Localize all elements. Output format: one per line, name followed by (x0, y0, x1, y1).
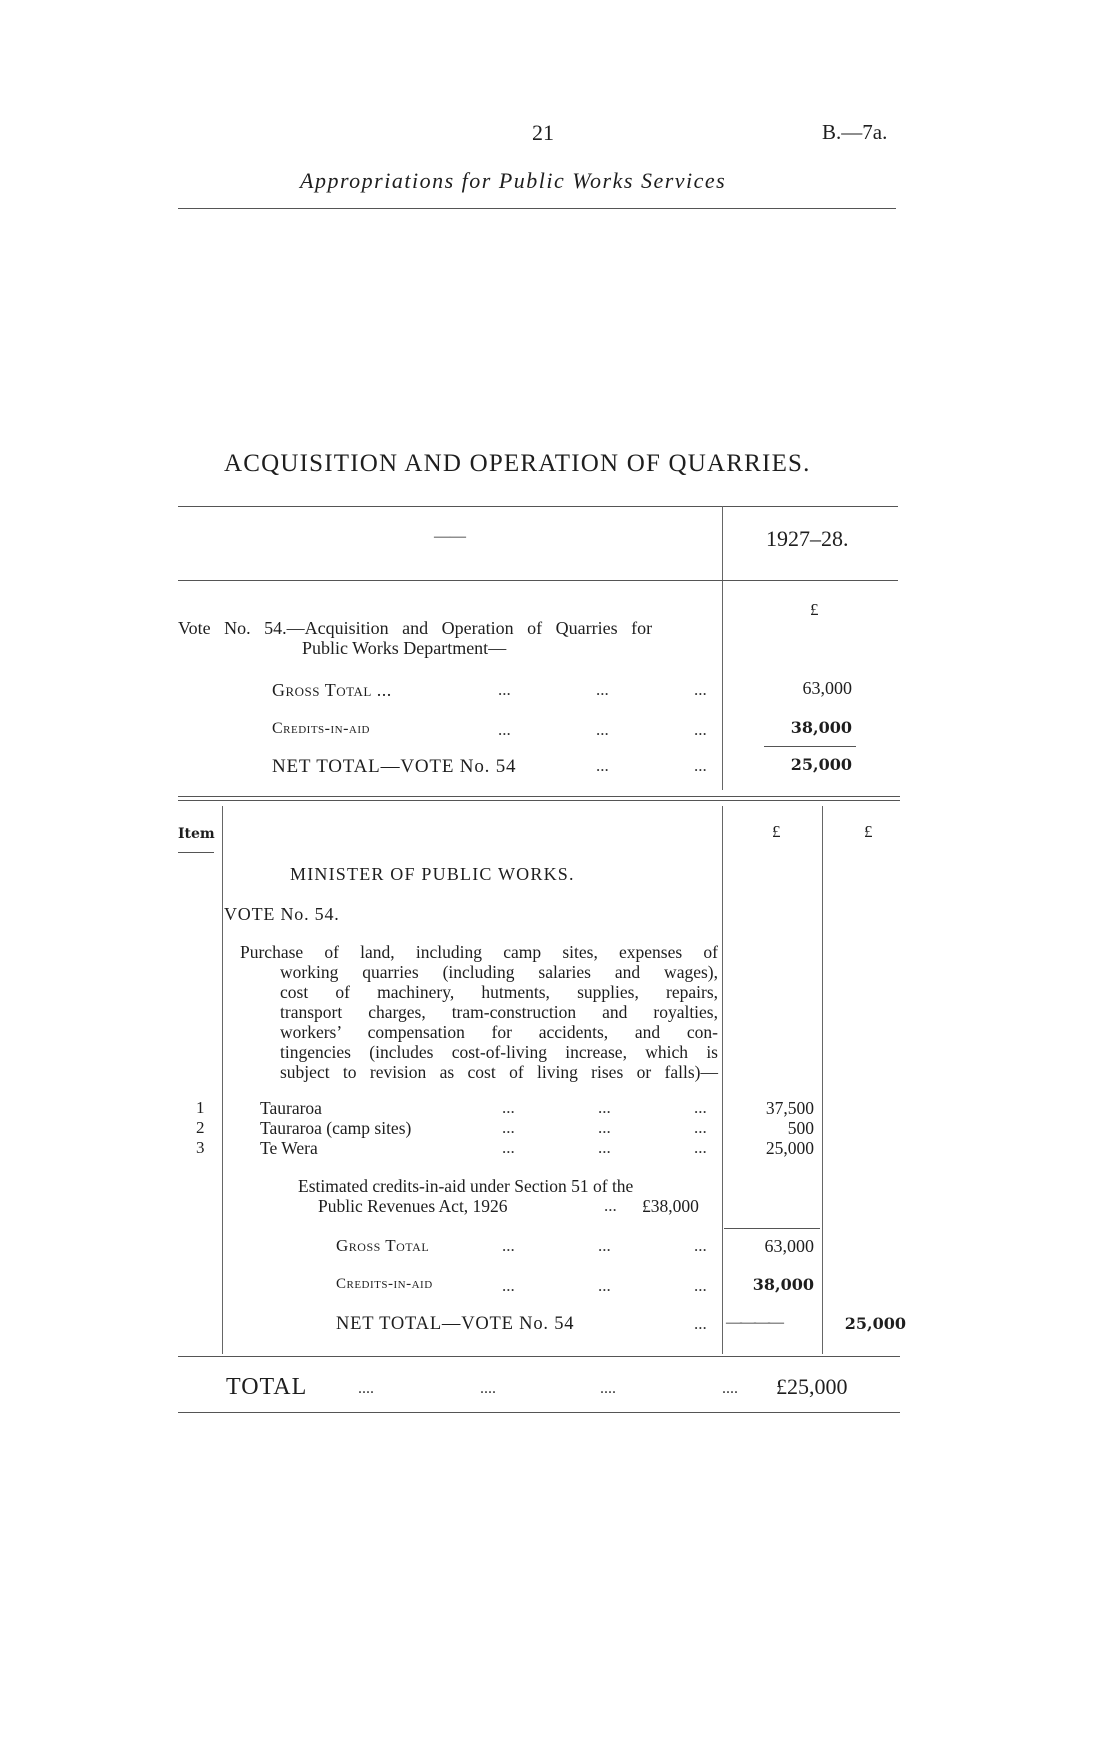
item-dots: ... (502, 1118, 515, 1137)
grand-total-dots: .... (480, 1380, 496, 1397)
header-rule (178, 208, 896, 209)
summary-dots: ... (596, 720, 609, 739)
vote-description-line2: Public Works Department— (302, 638, 507, 658)
estimated-credits-dots: ... (604, 1196, 617, 1215)
total-column-divider (822, 806, 823, 1354)
summary-divider (722, 506, 723, 790)
detail-dots: ... (502, 1236, 515, 1255)
page-subtitle: Appropriations for Public Works Services (300, 168, 727, 193)
grand-total-dots: .... (722, 1380, 738, 1397)
detail-subtotal-rule (724, 1228, 820, 1229)
vote-description-line1: Vote No. 54.—Acquisition and Operation of Quarries for (178, 618, 653, 638)
detail-dots: ... (694, 1276, 707, 1295)
summary-credits-label: Credits-in-aid (272, 720, 370, 737)
summary-credits-value: 38,000 (790, 718, 852, 737)
summary-currency: £ (810, 600, 819, 619)
item-name: Tauraroa (camp sites) (260, 1118, 412, 1138)
estimated-credits-line2: Public Revenues Act, 1926 (318, 1196, 508, 1216)
detail-bottom-rule (178, 1356, 900, 1357)
purpose-line: tingencies (includes cost-of-living increase, which is (280, 1042, 718, 1062)
detail-gross-label: Gross Total (336, 1236, 430, 1255)
item-dots: ... (694, 1098, 707, 1117)
page-number: 21 (532, 120, 554, 145)
amount-column-currency: £ (772, 822, 781, 841)
detail-dots: ... (694, 1314, 707, 1333)
minister-heading: MINISTER OF PUBLIC WORKS. (290, 864, 575, 884)
detail-net-label: NET TOTAL—VOTE No. 54 (336, 1314, 575, 1334)
item-number: 1 (196, 1098, 205, 1117)
item-amount: 37,500 (765, 1098, 814, 1118)
vote-heading: VOTE No. 54. (224, 904, 340, 924)
purpose-line: working quarries (including salaries and wages), (280, 962, 718, 982)
item-number: 2 (196, 1118, 205, 1137)
item-amount: 500 (787, 1118, 814, 1138)
item-column-header: Item (178, 826, 215, 842)
summary-dots: ... (694, 756, 707, 775)
purpose-line: cost of machinery, hutments, supplies, repairs, (280, 982, 718, 1002)
summary-bottom-rule (178, 796, 900, 797)
summary-dots: ... (498, 680, 511, 699)
estimated-credits-line1: Estimated credits-in-aid under Section 51 of the (298, 1176, 634, 1196)
estimated-credits-amount: £38,000 (642, 1196, 699, 1216)
summary-gross-label: Gross Total ... (272, 680, 392, 700)
detail-dots: ... (598, 1236, 611, 1255)
detail-gross-value: 63,000 (764, 1236, 814, 1256)
summary-label-dash: —— (434, 528, 466, 545)
item-name: Tauraroa (260, 1098, 322, 1118)
detail-credits-label: Credits-in-aid (336, 1276, 433, 1292)
grand-total-dots: .... (358, 1380, 374, 1397)
summary-top-rule (178, 506, 898, 507)
item-number: 3 (196, 1138, 205, 1157)
summary-dots: ... (596, 756, 609, 775)
summary-header-rule (178, 580, 898, 581)
summary-bottom-rule-2 (178, 800, 900, 801)
amount-column-divider (722, 806, 723, 1354)
purpose-line: Purchase of land, including camp sites, expenses of (240, 942, 718, 962)
total-column-currency: £ (864, 822, 873, 841)
section-title: ACQUISITION AND OPERATION OF QUARRIES. (224, 450, 811, 477)
summary-year-header: 1927–28. (766, 526, 849, 551)
summary-net-value: 25,000 (790, 755, 852, 774)
item-dots: ... (694, 1138, 707, 1157)
item-dots: ... (694, 1118, 707, 1137)
detail-dots: ... (694, 1236, 707, 1255)
summary-dots: ... (596, 680, 609, 699)
purpose-line: workers’ compensation for accidents, and con- (280, 1022, 718, 1042)
detail-dots: ... (502, 1276, 515, 1295)
grand-total-label: TOTAL (226, 1374, 308, 1400)
summary-dots: ... (694, 680, 707, 699)
detail-dots: ... (598, 1276, 611, 1295)
item-dots: ... (502, 1138, 515, 1157)
purpose-line: transport charges, tram-construction and royalties, (280, 1002, 718, 1022)
summary-gross-value: 63,000 (802, 678, 852, 698)
item-name: Te Wera (260, 1138, 318, 1158)
summary-net-label: NET TOTAL—VOTE No. 54 (272, 756, 517, 777)
item-column-divider (222, 806, 223, 1354)
grand-total-dots: .... (600, 1380, 616, 1397)
detail-credits-value: 38,000 (752, 1275, 814, 1294)
summary-dots: ... (694, 720, 707, 739)
item-amount: 25,000 (765, 1138, 814, 1158)
document-reference: B.—7a. (822, 120, 888, 144)
item-dots: ... (502, 1098, 515, 1117)
grand-total-rule (178, 1412, 900, 1413)
item-header-rule (178, 852, 214, 853)
purpose-line: subject to revision as cost of living rises or falls)— (280, 1062, 718, 1082)
grand-total-value: £25,000 (776, 1374, 848, 1399)
vote-purpose (240, 942, 718, 1082)
item-dots: ... (598, 1098, 611, 1117)
item-dots: ... (598, 1138, 611, 1157)
summary-dots: ... (498, 720, 511, 739)
item-dots: ... (598, 1118, 611, 1137)
summary-subtotal-rule (764, 746, 856, 747)
detail-net-dash: ———— (726, 1314, 782, 1331)
detail-net-value: 25,000 (844, 1314, 906, 1333)
